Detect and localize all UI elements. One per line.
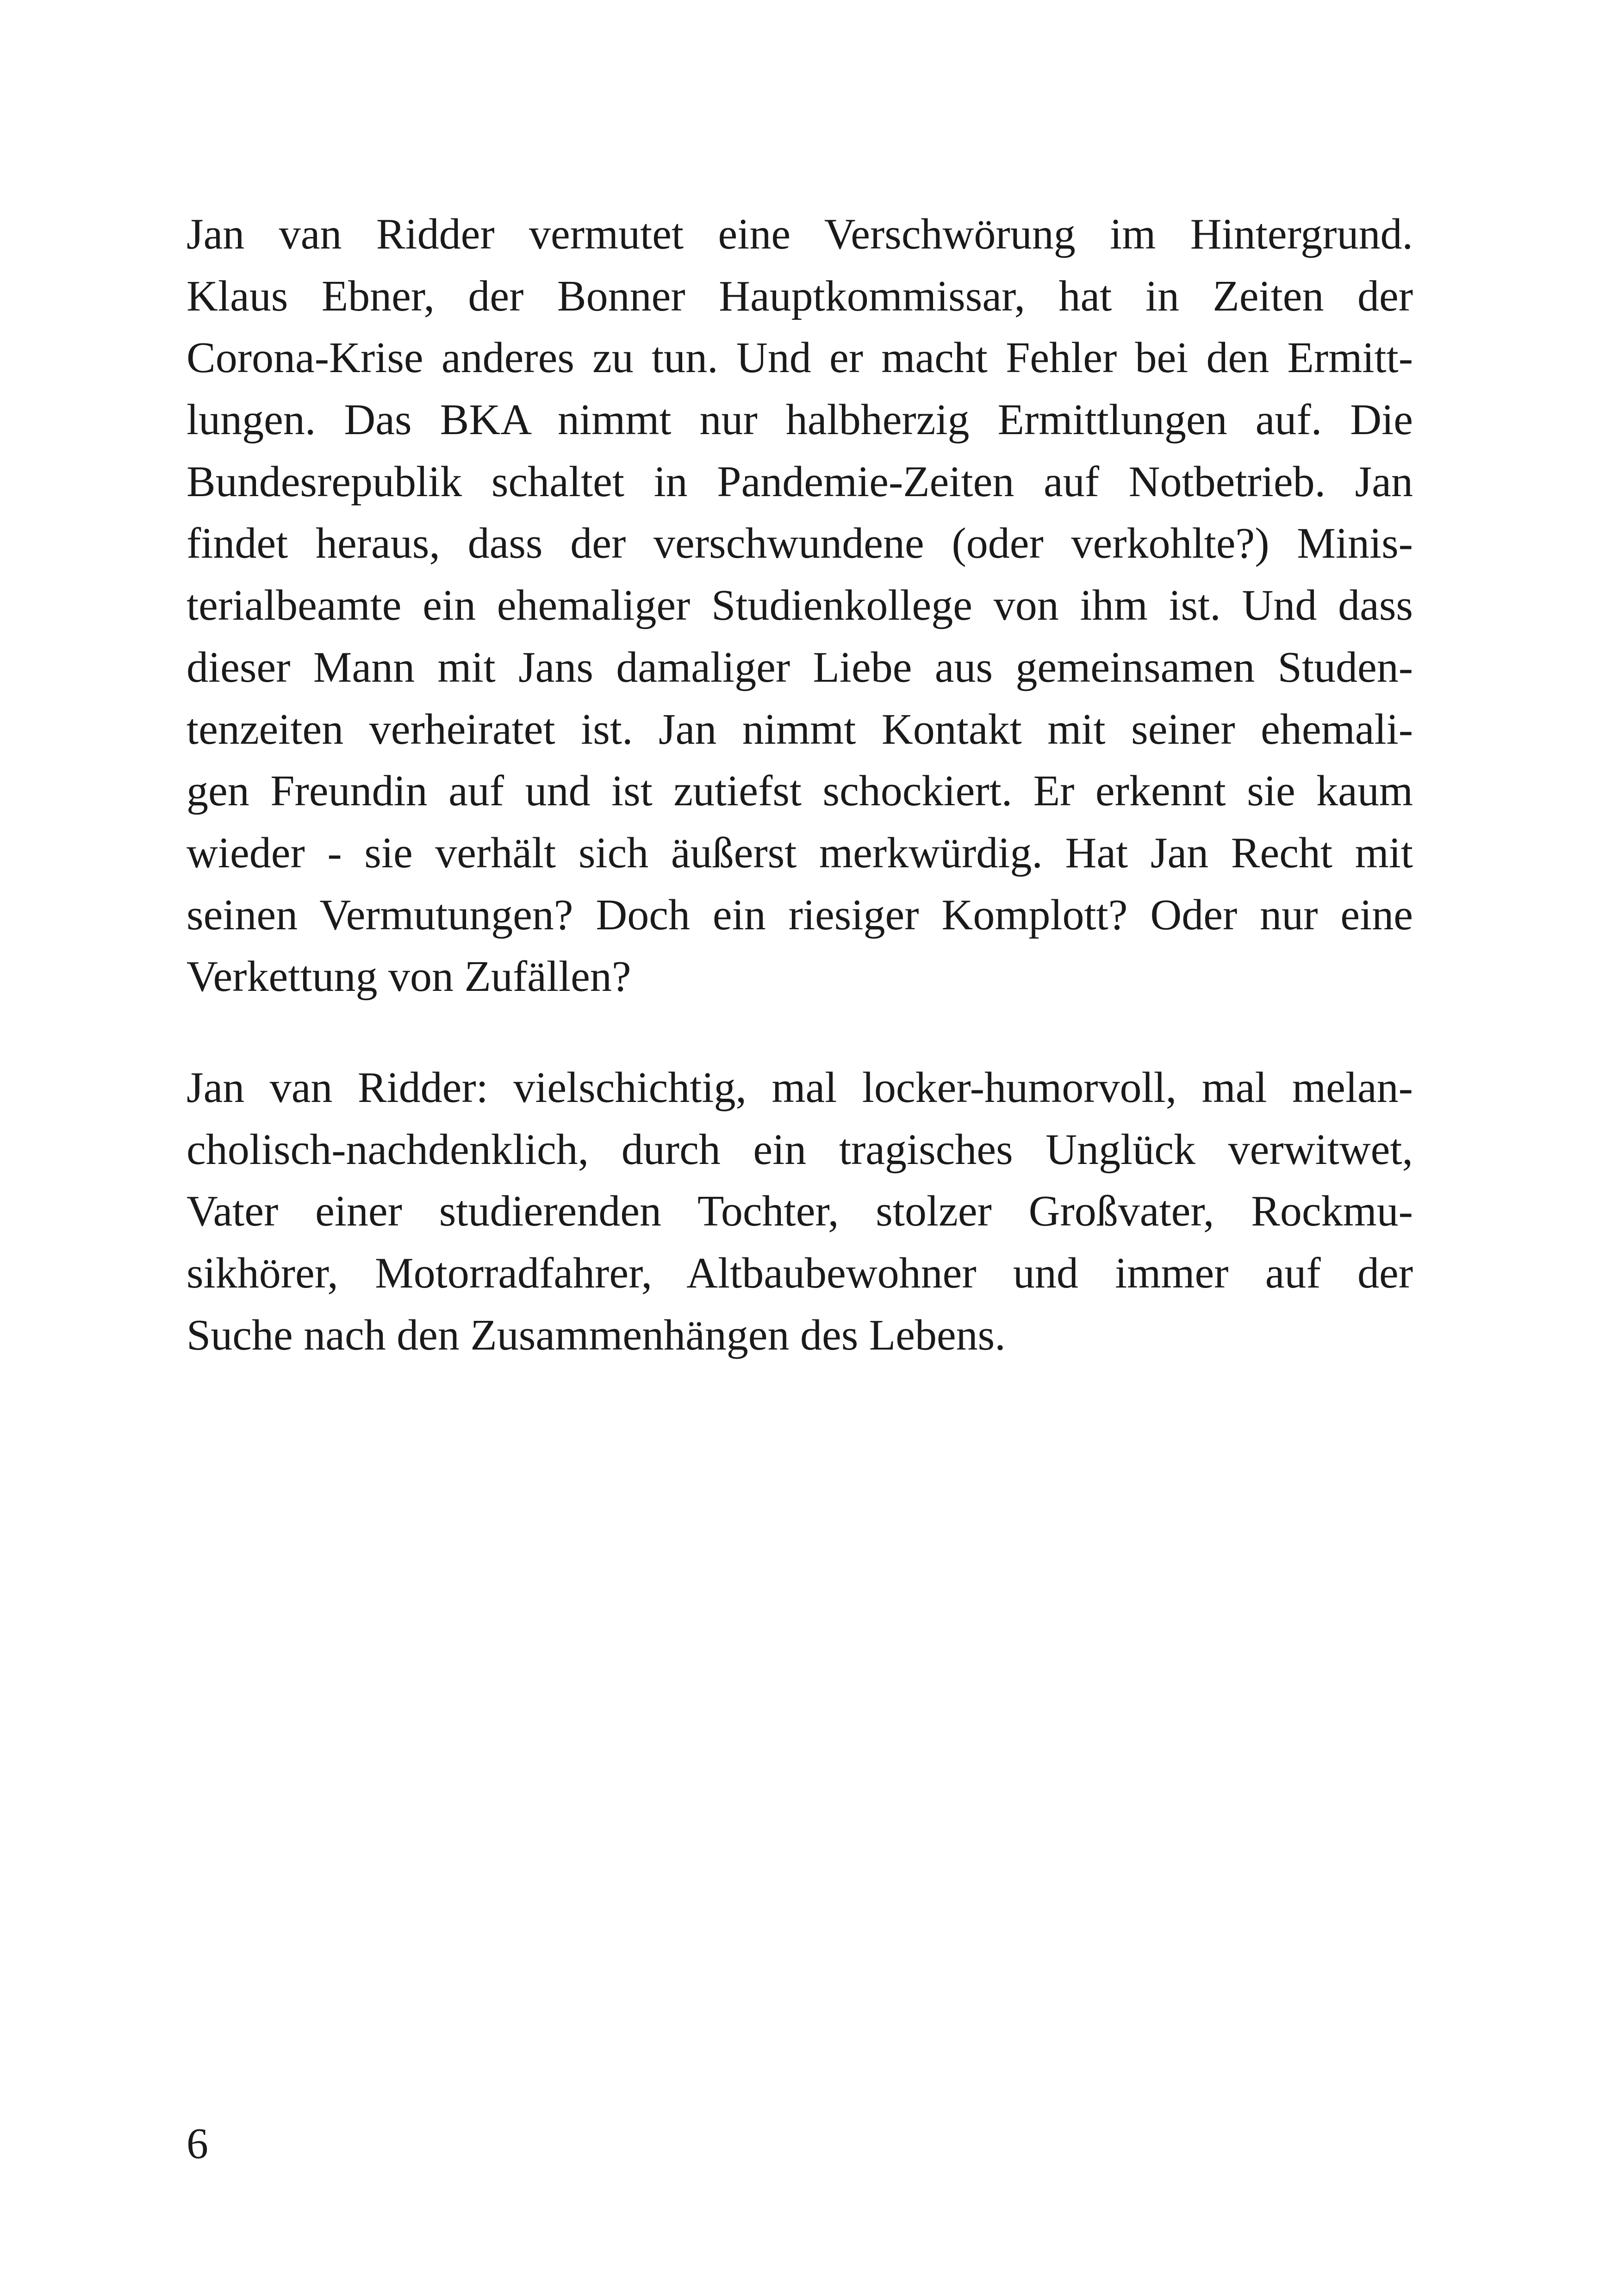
text-line: tenzeiten verheiratet ist. Jan nimmt Kontakt mit seiner ehemali- <box>187 705 1413 753</box>
text-line: Jan van Ridder: vielschichtig, mal locker-humorvoll, mal melan- <box>187 1063 1413 1112</box>
paragraph-1 <box>187 204 1413 1008</box>
text-line: Bundesrepublik schaltet in Pandemie-Zeiten auf Notbetrieb. Jan <box>187 457 1413 506</box>
text-line: Jan van Ridder vermutet eine Verschwörung im Hintergrund. <box>187 210 1413 258</box>
page-number: 6 <box>187 2120 208 2168</box>
paragraph-spacer <box>187 1008 1413 1057</box>
text-line: Vater einer studierenden Tochter, stolzer Großvater, Rockmu- <box>187 1187 1413 1236</box>
text-line: terialbeamte ein ehemaliger Studienkollege von ihm ist. Und dass <box>187 581 1413 630</box>
paragraph-2 <box>187 1057 1413 1366</box>
body-text <box>187 204 1413 1366</box>
text-line: gen Freundin auf und ist zutiefst schockiert. Er erkennt sie kaum <box>187 767 1413 815</box>
text-line: findet heraus, dass der verschwundene (oder verkohlte?) Minis- <box>187 519 1413 568</box>
text-line: seinen Vermutungen? Doch ein riesiger Komplott? Oder nur eine <box>187 890 1413 939</box>
text-line: Klaus Ebner, der Bonner Hauptkommissar, hat in Zeiten der <box>187 272 1413 320</box>
text-line: sikhörer, Motorradfahrer, Altbaubewohner und immer auf der <box>187 1249 1413 1297</box>
text-line: cholisch-nachdenklich, durch ein tragisches Unglück verwitwet, <box>187 1125 1413 1174</box>
text-line: Corona-Krise anderes zu tun. Und er macht Fehler bei den Ermitt- <box>187 334 1413 382</box>
text-line: dieser Mann mit Jans damaliger Liebe aus gemeinsamen Studen- <box>187 643 1413 691</box>
text-line: wieder - sie verhält sich äußerst merkwürdig. Hat Jan Recht mit <box>187 828 1413 877</box>
text-line: Suche nach den Zusammenhängen des Lebens. <box>187 1311 1006 1359</box>
text-line: lungen. Das BKA nimmt nur halbherzig Ermittlungen auf. Die <box>187 396 1413 444</box>
text-line: Verkettung von Zufällen? <box>187 952 631 1001</box>
